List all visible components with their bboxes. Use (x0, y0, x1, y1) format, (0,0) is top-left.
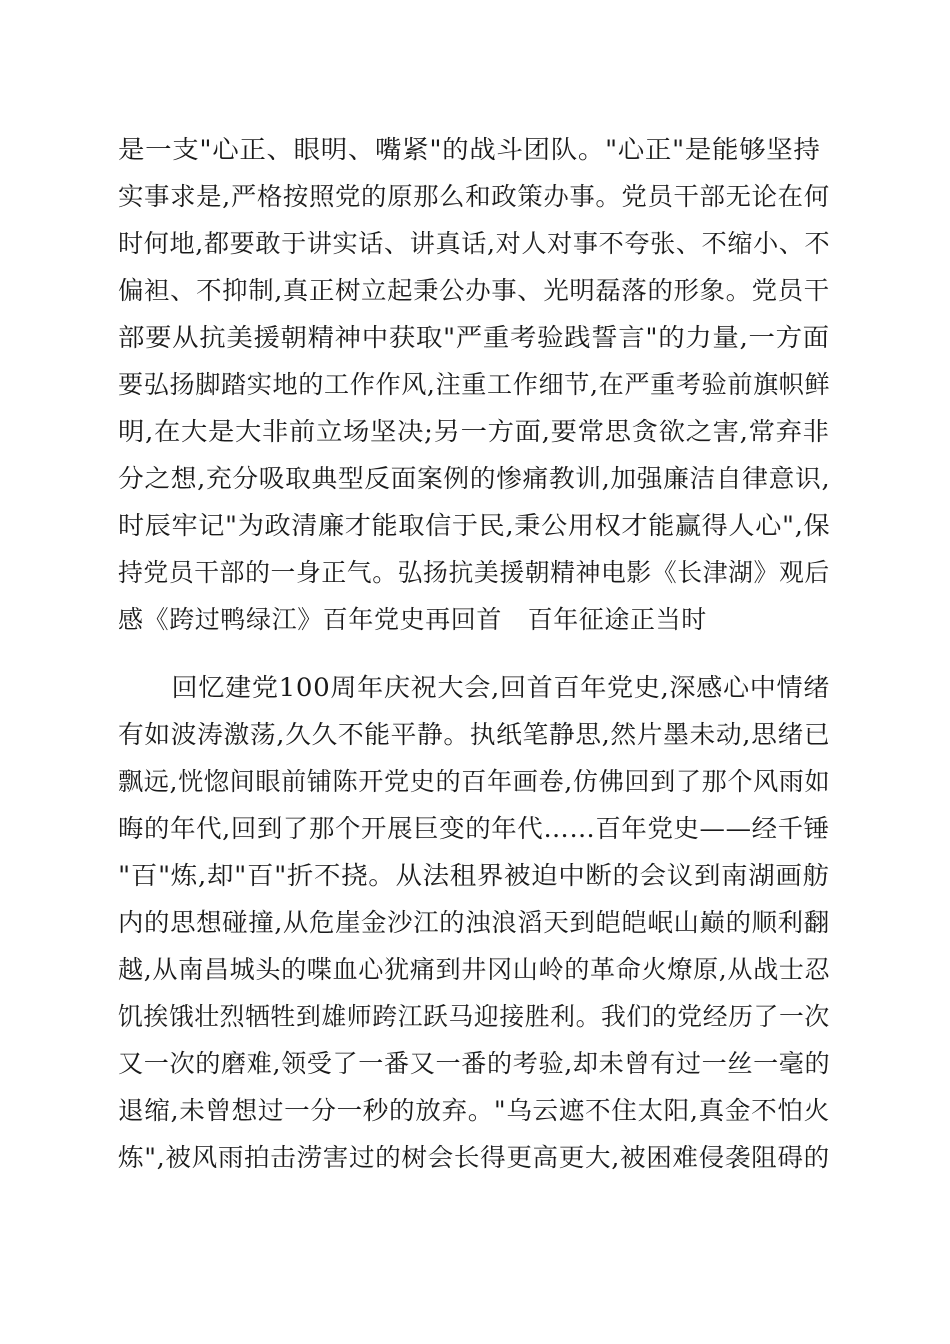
paragraph-2-line: 有如波涛激荡,久久不能平静。执纸笔静思,然片墨未动,思绪已 (118, 720, 831, 749)
paragraph-1-line: 明,在大是大非前立场坚决;另一方面,要常思贪欲之害,常弃非 (118, 417, 830, 446)
paragraph-2-line: 内的思想碰撞,从危崖金沙江的浊浪滔天到皑皑岷山巅的顺利翻 (118, 908, 830, 937)
paragraph-2-line: 越,从南昌城头的喋血心犹痛到井冈山岭的革命火燎原,从战士忍 (118, 955, 831, 984)
paragraph-1-line: 部要从抗美援朝精神中获取"严重考验践誓言"的力量,一方面 (118, 323, 830, 352)
paragraph-2-line: "百"炼,却"百"折不挠。从法租界被迫中断的会议到南湖画舫 (118, 861, 830, 890)
paragraph-1-line: 持党员干部的一身正气。弘扬抗美援朝精神电影《长津湖》观后 (118, 558, 830, 587)
paragraph-1-line: 时何地,都要敢于讲实话、讲真话,对人对事不夸张、不缩小、不 (118, 229, 831, 258)
paragraph-2-line: 晦的年代,回到了那个开展巨变的年代……百年党史——经千锤 (118, 814, 830, 843)
paragraph-1-line: 时辰牢记"为政清廉才能取信于民,秉公用权才能赢得人心",保 (118, 511, 831, 540)
paragraph-1-line: 实事求是,严格按照党的原那么和政策办事。党员干部无论在何 (118, 182, 830, 211)
paragraph-2-line: 炼",被风雨拍击涝害过的树会长得更高更大,被困难侵袭阻碍的 (118, 1143, 830, 1172)
paragraph-2-line: 饥挨饿壮烈牺牲到雄师跨江跃马迎接胜利。我们的党经历了一次 (118, 1002, 830, 1031)
paragraph-1-line: 要弘扬脚踏实地的工作作风,注重工作细节,在严重考验前旗帜鲜 (118, 370, 831, 399)
paragraph-2-line: 回忆建党100周年庆祝大会,回首百年党史,深感心中情绪 (118, 673, 831, 702)
paragraph-1-line: 分之想,充分吸取典型反面案例的惨痛教训,加强廉洁自律意识, (118, 464, 831, 493)
paragraph-2-line: 又一次的磨难,领受了一番又一番的考验,却未曾有过一丝一毫的 (118, 1049, 831, 1078)
paragraph-1-line: 感《跨过鸭绿江》百年党史再回首 百年征途正当时 (118, 605, 707, 634)
paragraph-1-line: 是一支"心正、眼明、嘴紧"的战斗团队。"心正"是能够坚持 (118, 135, 821, 164)
paragraph-1-line: 偏袒、不抑制,真正树立起秉公办事、光明磊落的形象。党员干 (118, 276, 830, 305)
paragraph-2-line: 飘远,恍惚间眼前铺陈开党史的百年画卷,仿佛回到了那个风雨如 (118, 767, 831, 796)
paragraph-2-line: 退缩,未曾想过一分一秒的放弃。"乌云遮不住太阳,真金不怕火 (118, 1096, 830, 1125)
